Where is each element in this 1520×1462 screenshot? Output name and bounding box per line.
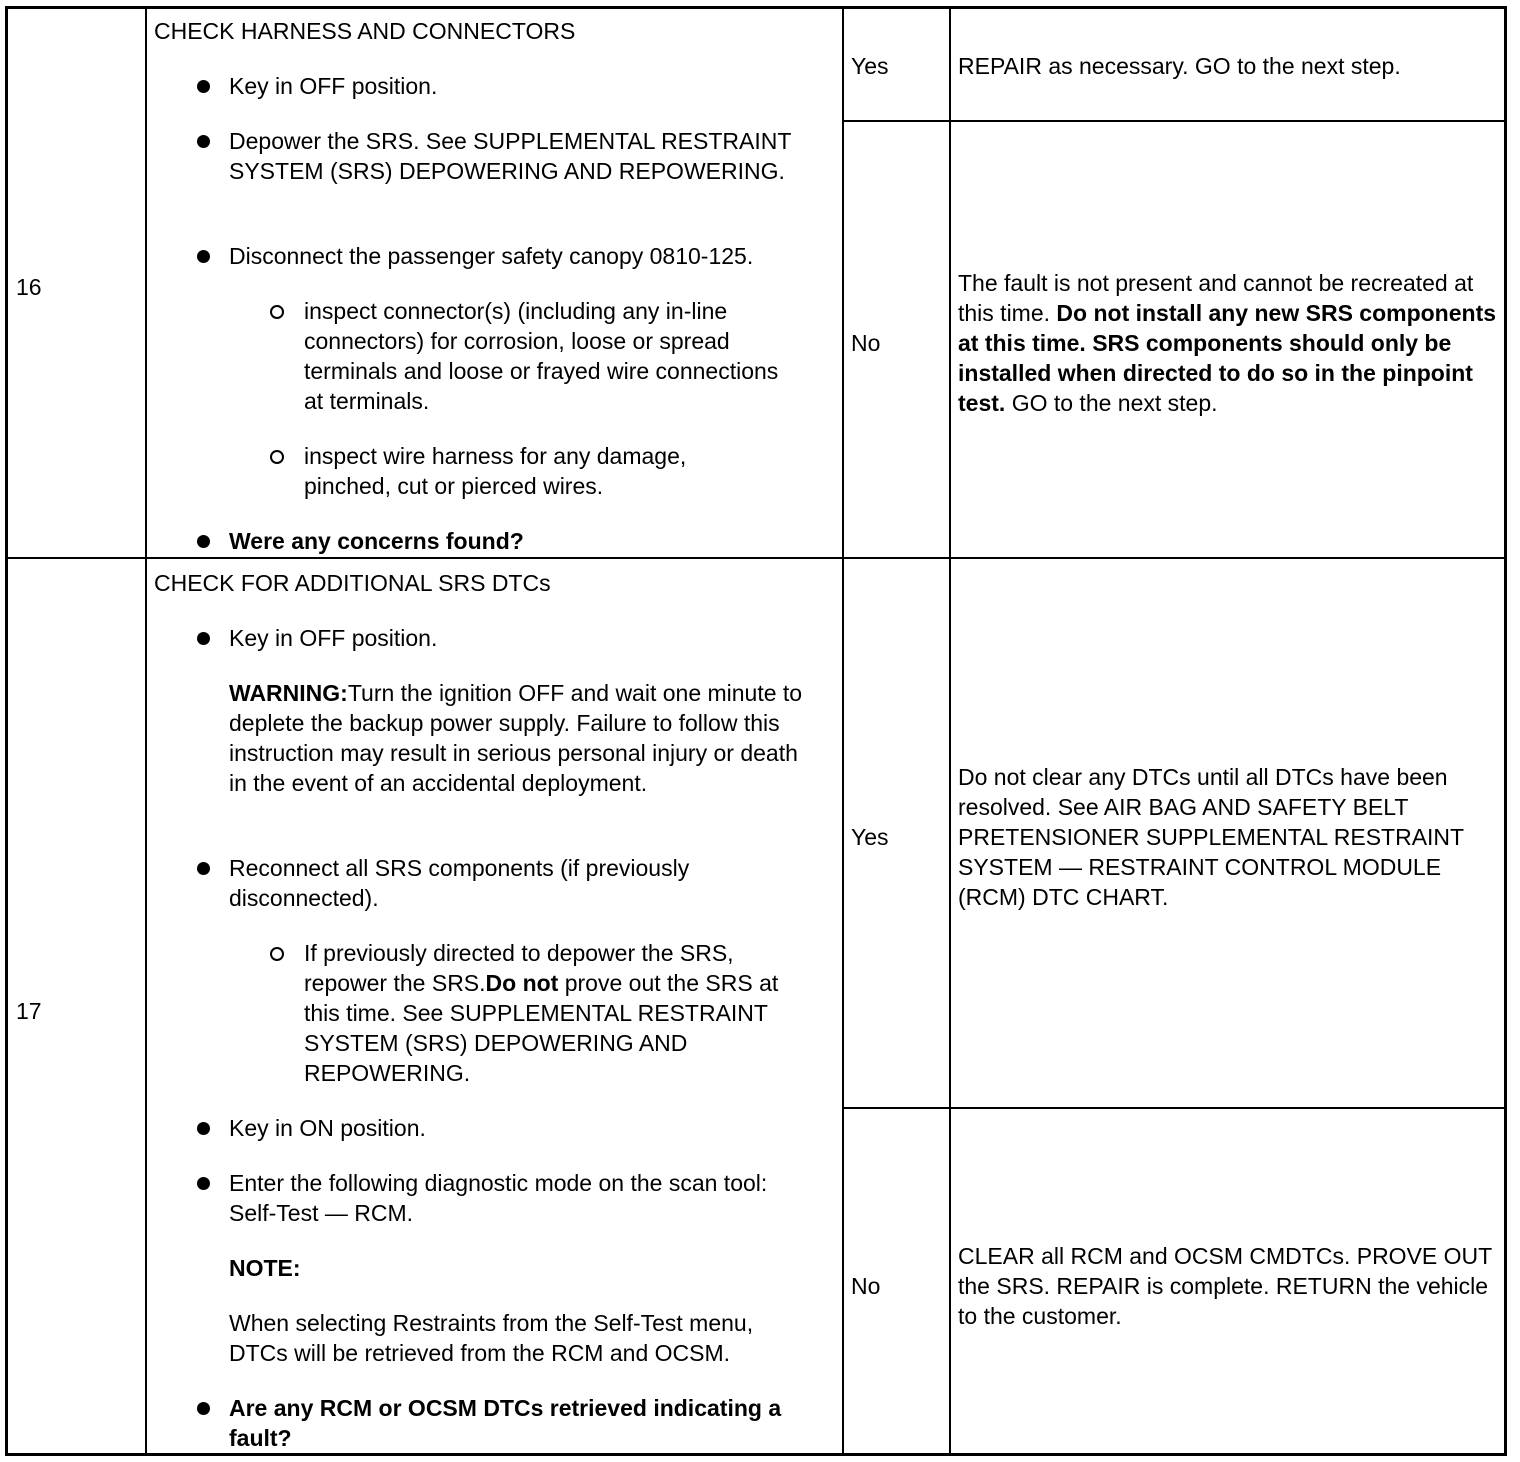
pinpoint-test-table <box>5 6 1507 1456</box>
warning-text: Turn the ignition OFF and wait one minute to deplete the backup power supply. Failure to follow this instruction may result in serious personal injury or death in the event of an accidental deployment. <box>229 680 803 796</box>
step-instruction: Enter the following diagnostic mode on the scan tool: Self-Test — RCM. <box>229 1170 768 1226</box>
step-heading: CHECK FOR ADDITIONAL SRS DTCs <box>154 570 551 596</box>
note-text: When selecting Restraints from the Self-Test menu, DTCs will be retrieved from the RCM and OCSM. <box>229 1310 754 1366</box>
result-yes: Do not clear any DTCs until all DTCs have been resolved. See AIR BAG AND SAFETY BELT PRETENSIONER SUPPLEMENTAL RESTRAINT SYSTEM — RESTRAINT CONTROL MODULE (RCM) DTC CHART. <box>958 764 1464 910</box>
row-divider-16-17 <box>8 557 1504 559</box>
sub-bullet-icon <box>270 305 284 319</box>
step-sub-instruction: inspect wire harness for any damage, pinched, cut or pierced wires. <box>304 443 687 499</box>
col-divider-1 <box>145 9 147 1453</box>
sub-bullet-icon <box>270 450 284 464</box>
result-yes: REPAIR as necessary. GO to the next step. <box>958 53 1401 79</box>
warning-label: WARNING: <box>229 680 348 706</box>
step-number: 17 <box>16 998 42 1024</box>
answer-no: No <box>851 1273 881 1299</box>
sub-bullet-icon <box>270 947 284 961</box>
result-no <box>958 268 1503 418</box>
sub-text: If previously directed to depower the SRS, repower the SRS. <box>304 940 734 996</box>
row17-yes-no-divider <box>843 1107 1504 1109</box>
step-sub-instruction: inspect connector(s) (including any in-line connectors) for corrosion, loose or spread terminals and loose or frayed wire connections at terminals. <box>304 298 779 414</box>
question-text: Were any concerns found? <box>229 528 524 554</box>
bullet-icon <box>197 135 210 148</box>
bullet-icon <box>197 632 210 645</box>
question-text: Are any RCM or OCSM DTCs retrieved indicating a fault? <box>229 1395 782 1451</box>
answer-yes: Yes <box>851 53 889 79</box>
step-question <box>229 526 819 556</box>
answer-yes: Yes <box>851 824 889 850</box>
result-warning-text: Do not install any new SRS components at this time. SRS components should only be installed when directed to do so in the pinpoint test. <box>958 300 1497 416</box>
bullet-icon <box>197 80 210 93</box>
step-instruction: Disconnect the passenger safety canopy 0810-125. <box>229 243 754 269</box>
step-instruction: Key in ON position. <box>229 1115 426 1141</box>
note-label-text: NOTE: <box>229 1255 301 1281</box>
step-instruction: Reconnect all SRS components (if previously disconnected). <box>229 855 690 911</box>
step-instruction: Key in OFF position. <box>229 73 438 99</box>
bullet-icon <box>197 1177 210 1190</box>
step-sub-instruction <box>304 938 784 1088</box>
sub-text: prove out the SRS at this time. See SUPPLEMENTAL RESTRAINT SYSTEM (SRS) DEPOWERING AND REPOWERING. <box>304 970 779 1086</box>
note-label <box>229 1253 819 1283</box>
col-divider-3 <box>949 9 951 1453</box>
col-divider-2 <box>842 9 844 1453</box>
result-no: CLEAR all RCM and OCSM CMDTCs. PROVE OUT the SRS. REPAIR is complete. RETURN the vehicle to the customer. <box>958 1243 1492 1329</box>
bullet-icon <box>197 1402 210 1415</box>
row16-yes-no-divider <box>843 120 1504 122</box>
step-question <box>229 1393 819 1453</box>
step-number: 16 <box>16 274 42 300</box>
bullet-icon <box>197 862 210 875</box>
result-text: The fault is not present and cannot be recreated at this time. <box>958 270 1474 326</box>
bullet-icon <box>197 535 210 548</box>
answer-no: No <box>851 330 881 356</box>
result-text: GO to the next step. <box>1011 390 1218 416</box>
bullet-icon <box>197 250 210 263</box>
warning-block <box>229 678 814 798</box>
step-instruction: Depower the SRS. See SUPPLEMENTAL RESTRAINT SYSTEM (SRS) DEPOWERING AND REPOWERING. <box>229 128 791 184</box>
step-instruction: Key in OFF position. <box>229 625 438 651</box>
bullet-icon <box>197 1122 210 1135</box>
sub-emphasis: Do not <box>485 970 559 996</box>
step-heading: CHECK HARNESS AND CONNECTORS <box>154 18 576 44</box>
